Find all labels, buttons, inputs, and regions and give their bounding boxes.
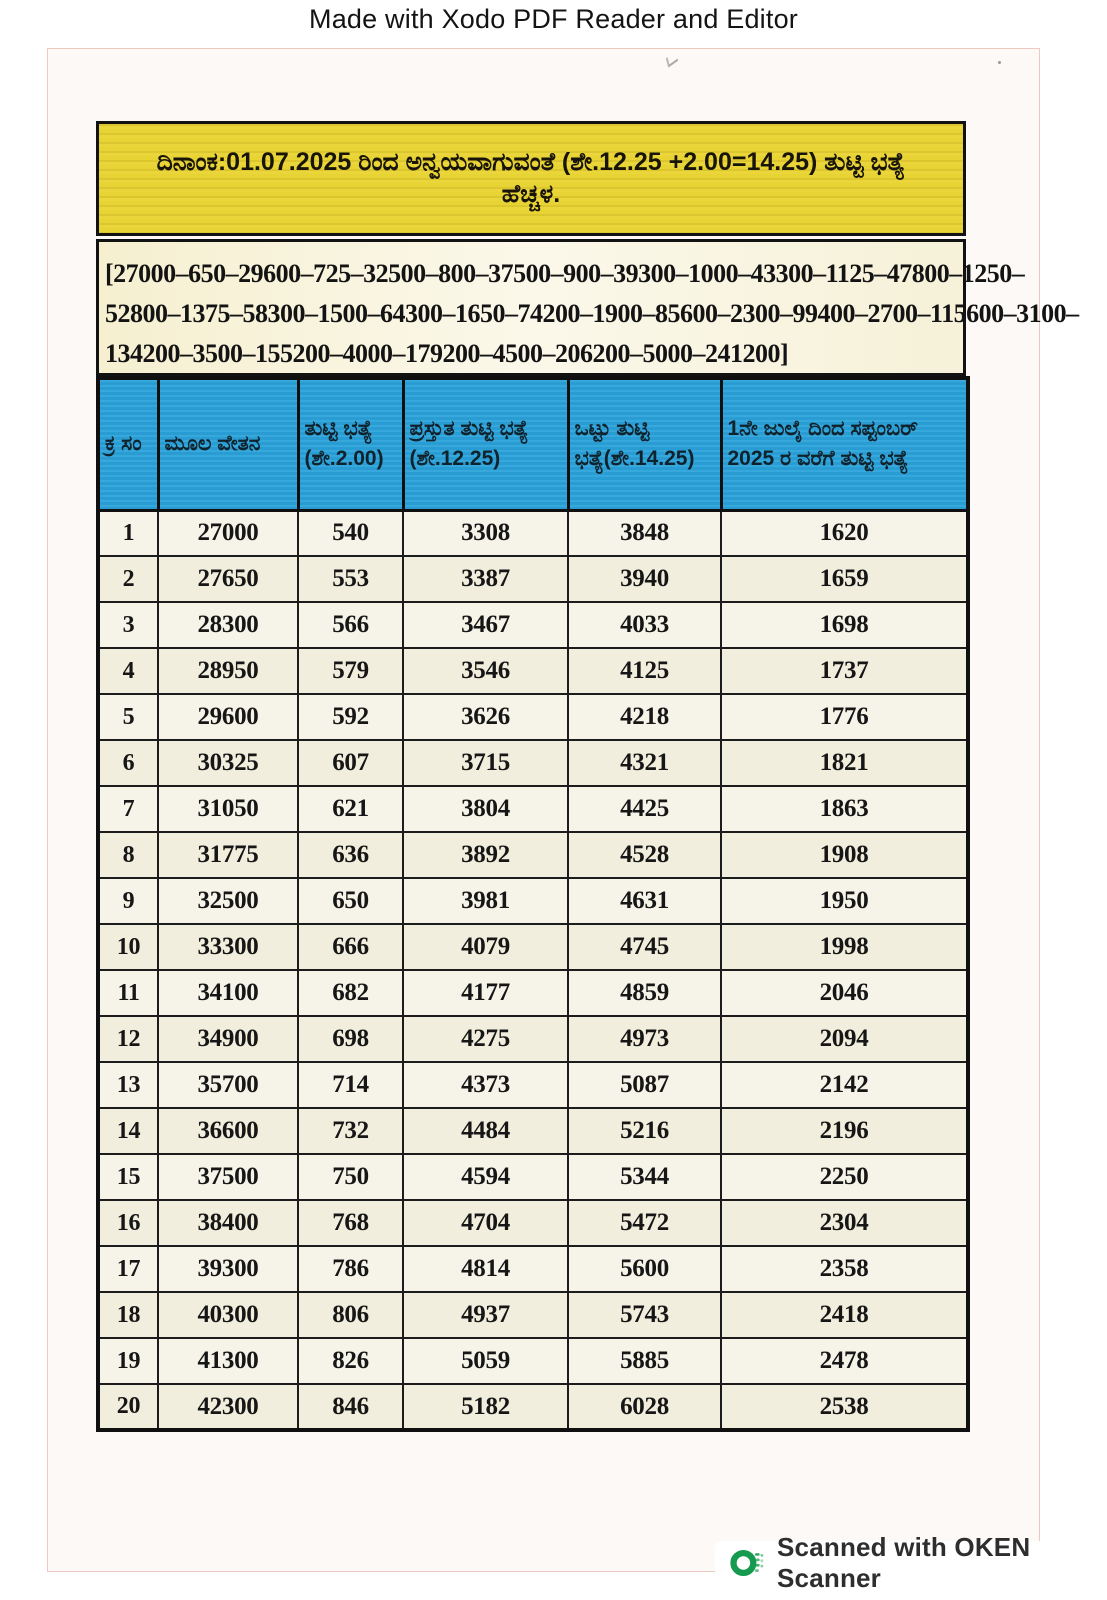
table-cell: 4859 — [568, 970, 721, 1016]
table-cell: 1737 — [721, 648, 968, 694]
table-row — [98, 556, 968, 602]
table-cell: 2358 — [721, 1246, 968, 1292]
table-cell: 34900 — [158, 1016, 298, 1062]
table-cell: 607 — [298, 740, 403, 786]
xodo-watermark: Made with Xodo PDF Reader and Editor — [309, 4, 798, 34]
table-cell: 4704 — [403, 1200, 568, 1246]
table-cell: 3848 — [568, 510, 721, 556]
table-cell: 5 — [98, 694, 158, 740]
pay-scale-line: [27000–650–29600–725–32500–800–37500–900–39300–1000–43300–1125–47800–1250– — [105, 259, 1025, 288]
col-header-da-jul-sep: 1ನೇ ಜುಲೈ ದಿಂದ ಸಪ್ಟಂಬರ್ 2025 ರ ವರೆಗೆ ತುಟ್ಟಿ ಭತ್ಯೆ — [721, 378, 968, 510]
table-cell: 3715 — [403, 740, 568, 786]
table-cell: 4218 — [568, 694, 721, 740]
table-cell: 6 — [98, 740, 158, 786]
table-cell: 636 — [298, 832, 403, 878]
table-cell: 3387 — [403, 556, 568, 602]
table-cell: 31050 — [158, 786, 298, 832]
table-row — [98, 878, 968, 924]
table-cell: 1698 — [721, 602, 968, 648]
table-row — [98, 1154, 968, 1200]
table-cell: 10 — [98, 924, 158, 970]
table-cell: 1998 — [721, 924, 968, 970]
table-cell: 12 — [98, 1016, 158, 1062]
table-cell: 16 — [98, 1200, 158, 1246]
table-cell: 3804 — [403, 786, 568, 832]
table-cell: 2538 — [721, 1384, 968, 1430]
table-cell: 5743 — [568, 1292, 721, 1338]
table-cell: 14 — [98, 1108, 158, 1154]
table-cell: 8 — [98, 832, 158, 878]
table-cell: 4937 — [403, 1292, 568, 1338]
table-cell: 4177 — [403, 970, 568, 1016]
table-row — [98, 1292, 968, 1338]
table-cell: 2142 — [721, 1062, 968, 1108]
table-cell: 786 — [298, 1246, 403, 1292]
table-cell: 41300 — [158, 1338, 298, 1384]
table-cell: 3546 — [403, 648, 568, 694]
table-row — [98, 510, 968, 556]
table-cell: 30325 — [158, 740, 298, 786]
table-cell: 5059 — [403, 1338, 568, 1384]
table-cell: 5600 — [568, 1246, 721, 1292]
col-header-da-12pct: ಪ್ರಸ್ತುತ ತುಟ್ಟಿ ಭತ್ಯೆ (ಶೇ.12.25) — [403, 378, 568, 510]
table-cell: 826 — [298, 1338, 403, 1384]
table-cell: 1620 — [721, 510, 968, 556]
table-cell: 28950 — [158, 648, 298, 694]
table-cell: 3940 — [568, 556, 721, 602]
table-cell: 7 — [98, 786, 158, 832]
table-cell: 4425 — [568, 786, 721, 832]
table-cell: 553 — [298, 556, 403, 602]
table-row — [98, 1200, 968, 1246]
table-cell: 650 — [298, 878, 403, 924]
table-cell: 31775 — [158, 832, 298, 878]
table-cell: 768 — [298, 1200, 403, 1246]
table-cell: 750 — [298, 1154, 403, 1200]
header-row — [98, 378, 968, 510]
table-cell: 29600 — [158, 694, 298, 740]
table-cell: 27650 — [158, 556, 298, 602]
table-cell: 3 — [98, 602, 158, 648]
table-row — [98, 970, 968, 1016]
table-cell: 2250 — [721, 1154, 968, 1200]
table-row — [98, 740, 968, 786]
table-row — [98, 786, 968, 832]
table-cell: 9 — [98, 878, 158, 924]
table-cell: 2304 — [721, 1200, 968, 1246]
table-cell: 1776 — [721, 694, 968, 740]
table-cell: 19 — [98, 1338, 158, 1384]
table-cell: 806 — [298, 1292, 403, 1338]
col-header-da-total: ಒಟ್ಟು ತುಟ್ಟಿ ಭತ್ಯೆ(ಶೇ.14.25) — [568, 378, 721, 510]
table-cell: 32500 — [158, 878, 298, 924]
table-cell: 3981 — [403, 878, 568, 924]
table-cell: 4594 — [403, 1154, 568, 1200]
pay-scale-line: 52800–1375–58300–1500–64300–1650–74200–1900–85600–2300–99400–2700–115600–3100– — [105, 299, 1079, 328]
table-row — [98, 1108, 968, 1154]
table-cell: 621 — [298, 786, 403, 832]
table-cell: 4 — [98, 648, 158, 694]
table-cell: 11 — [98, 970, 158, 1016]
table-cell: 1659 — [721, 556, 968, 602]
table-cell: 5885 — [568, 1338, 721, 1384]
table-cell: 35700 — [158, 1062, 298, 1108]
table-cell: 4631 — [568, 878, 721, 924]
table-cell: 592 — [298, 694, 403, 740]
oken-scanner-label: Scanned with OKEN Scanner — [777, 1532, 1031, 1593]
col-header-basic-pay: ಮೂಲ ವೇತನ — [158, 378, 298, 510]
col-header-serial: ಕ್ರ ಸಂ — [98, 378, 158, 510]
table-cell: 5216 — [568, 1108, 721, 1154]
table-row — [98, 1246, 968, 1292]
table-cell: 4973 — [568, 1016, 721, 1062]
table-cell: 39300 — [158, 1246, 298, 1292]
table-cell: 4125 — [568, 648, 721, 694]
table-cell: 2 — [98, 556, 158, 602]
table-cell: 4528 — [568, 832, 721, 878]
da-table — [96, 376, 970, 1432]
table-row — [98, 832, 968, 878]
table-cell: 666 — [298, 924, 403, 970]
table-cell: 5344 — [568, 1154, 721, 1200]
pay-scale-line: 134200–3500–155200–4000–179200–4500–206200–5000–241200] — [105, 339, 789, 368]
table-cell: 3308 — [403, 510, 568, 556]
table-cell: 13 — [98, 1062, 158, 1108]
title-banner-text: ದಿನಾಂಕ:01.07.2025 ರಿಂದ ಅನ್ವಯವಾಗುವಂತೆ (ಶೇ.12.25 +2.00=14.25) ತುಟ್ಟಿ ಭತ್ಯೆ ಹೆಚ್ಚಳ. — [156, 148, 906, 208]
table-cell: 20 — [98, 1384, 158, 1430]
pay-scale-box — [96, 239, 1079, 376]
table-cell: 682 — [298, 970, 403, 1016]
table-cell: 34100 — [158, 970, 298, 1016]
table-cell: 846 — [298, 1384, 403, 1430]
table-row — [98, 1384, 968, 1430]
table-cell: 17 — [98, 1246, 158, 1292]
table-cell: 42300 — [158, 1384, 298, 1430]
table-cell: 2418 — [721, 1292, 968, 1338]
table-cell: 540 — [298, 510, 403, 556]
table-row — [98, 648, 968, 694]
table-cell: 1 — [98, 510, 158, 556]
table-cell: 714 — [298, 1062, 403, 1108]
table-cell: 698 — [298, 1016, 403, 1062]
table-cell: 2478 — [721, 1338, 968, 1384]
table-cell: 4275 — [403, 1016, 568, 1062]
table-cell: 4745 — [568, 924, 721, 970]
da-table-header — [98, 378, 968, 510]
table-cell: 36600 — [158, 1108, 298, 1154]
table-row — [98, 924, 968, 970]
scanned-page — [47, 48, 1079, 1572]
table-cell: 38400 — [158, 1200, 298, 1246]
table-cell: 4484 — [403, 1108, 568, 1154]
scan-dot-artifact — [998, 61, 1001, 64]
col-header-da-2pct: ತುಟ್ಟಿ ಭತ್ಯೆ (ಶೇ.2.00) — [298, 378, 403, 510]
table-row — [98, 602, 968, 648]
table-cell: 40300 — [158, 1292, 298, 1338]
table-cell: 1863 — [721, 786, 968, 832]
title-banner — [96, 121, 966, 236]
table-cell: 28300 — [158, 602, 298, 648]
table-cell: 4814 — [403, 1246, 568, 1292]
table-cell: 566 — [298, 602, 403, 648]
table-cell: 4079 — [403, 924, 568, 970]
table-cell: 732 — [298, 1108, 403, 1154]
table-cell: 4373 — [403, 1062, 568, 1108]
table-cell: 18 — [98, 1292, 158, 1338]
table-cell: 2196 — [721, 1108, 968, 1154]
table-body — [98, 510, 968, 1430]
table-row — [98, 1062, 968, 1108]
table-cell: 2046 — [721, 970, 968, 1016]
oken-logo-icon — [729, 1545, 765, 1581]
table-cell: 27000 — [158, 510, 298, 556]
table-cell: 1950 — [721, 878, 968, 924]
table-cell: 3467 — [403, 602, 568, 648]
table-cell: 15 — [98, 1154, 158, 1200]
table-cell: 4321 — [568, 740, 721, 786]
table-cell: 5472 — [568, 1200, 721, 1246]
table-cell: 6028 — [568, 1384, 721, 1430]
table-cell: 1908 — [721, 832, 968, 878]
scan-artifact — [666, 51, 678, 67]
table-row — [98, 1016, 968, 1062]
oken-scanner-badge — [715, 1532, 1107, 1593]
table-cell: 3892 — [403, 832, 568, 878]
table-cell: 4033 — [568, 602, 721, 648]
table-cell: 579 — [298, 648, 403, 694]
table-cell: 5087 — [568, 1062, 721, 1108]
table-row — [98, 1338, 968, 1384]
table-cell: 2094 — [721, 1016, 968, 1062]
table-cell: 3626 — [403, 694, 568, 740]
table-cell: 5182 — [403, 1384, 568, 1430]
table-cell: 33300 — [158, 924, 298, 970]
table-row — [98, 694, 968, 740]
table-cell: 37500 — [158, 1154, 298, 1200]
table-cell: 1821 — [721, 740, 968, 786]
